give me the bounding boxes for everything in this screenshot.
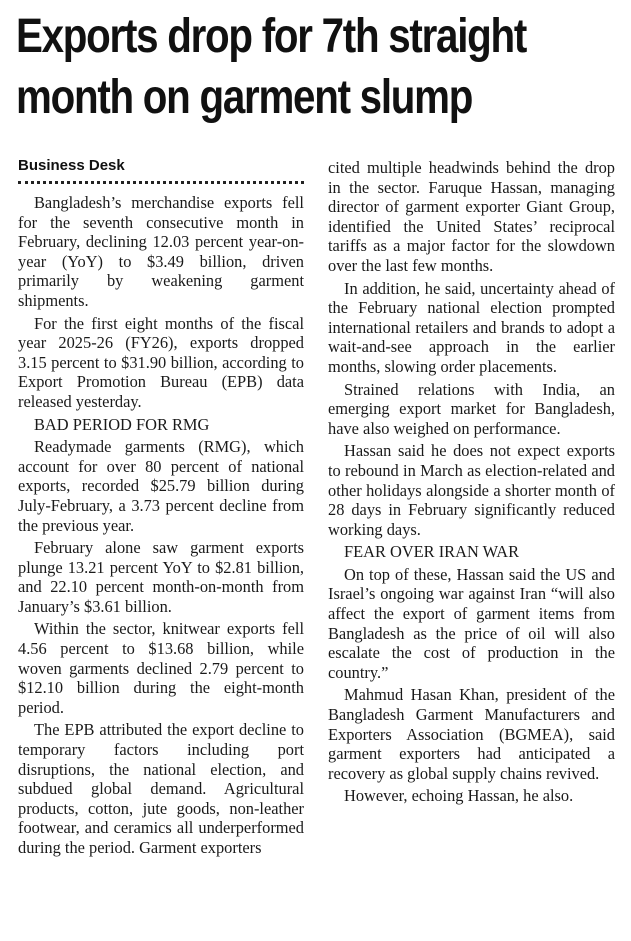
subheading: BAD PERIOD FOR RMG — [34, 414, 210, 434]
headline-line-2: month on garment slump — [16, 71, 473, 124]
paragraph: However, echoing Hassan, he also. — [344, 786, 574, 806]
headline — [16, 6, 616, 128]
paragraph: Strained relations with India, an emerging export market for Bangladesh, have also weighed on performance. — [328, 379, 615, 438]
paragraph-continued: cited multiple headwinds behind the drop in the sector. Faruque Hassan, managing director of garment exporter Giant Group, identified the United States’ reciprocal tariffs as a major factor for the slowdown over the last few months. — [328, 158, 615, 275]
paragraph: Hassan said he does not expect exports to rebound in March as election-related and other holidays alongside a shorter month of 28 days in February significantly reduced working days. — [328, 441, 615, 539]
paragraph: In addition, he said, uncertainty ahead of the February national election prompted international retailers and brands to adopt a wait-and-see approach in the earlier months, slowing order placements. — [328, 278, 615, 376]
byline-divider — [18, 181, 304, 184]
paragraph: February alone saw garment exports plunge 13.21 percent YoY to $2.81 billion, and 22.10 percent month-on-month from January’s $3.61 billion. — [18, 538, 304, 616]
headline-line-1: Exports drop for 7th straight — [16, 10, 527, 63]
paragraph: On top of these, Hassan said the US and Israel’s ongoing war against Iran “will also affect the export of garment items from Bangladesh as the price of oil will also escalate the cost of production in the country.” — [328, 564, 615, 682]
article-column-right — [328, 158, 615, 809]
subheading: FEAR OVER IRAN WAR — [344, 542, 519, 562]
paragraph: Mahmud Hasan Khan, president of the Bangladesh Garment Manufacturers and Exporters Association (BGMEA), said garment exporters had anticipated a recovery as global supply chains revived. — [328, 685, 615, 783]
paragraph: For the first eight months of the fiscal year 2025-26 (FY26), exports dropped 3.15 percent to $31.90 billion, according to Export Promotion Bureau (EPB) data released yesterday. — [18, 313, 304, 411]
paragraph: The EPB attributed the export decline to temporary factors including port disruptions, the national election, and subdued global demand. Agricultural products, cotton, jute goods, non-leather footwear, and ceramics all underperformed during the period. Garment exporters — [18, 720, 304, 857]
paragraph: Readymade garments (RMG), which account for over 80 percent of national exports, recorded $25.79 billion during July-February, a 3.73 percent decline from the previous year. — [18, 437, 304, 535]
article-column-left — [18, 193, 304, 861]
byline: Business Desk — [18, 157, 125, 174]
paragraph: Within the sector, knitwear exports fell 4.56 percent to $13.68 billion, while woven garments declined 2.79 percent to $12.10 billion during the eight-month period. — [18, 619, 304, 717]
paragraph: Bangladesh’s merchandise exports fell for the seventh consecutive month in February, declining 12.03 percent year-on-year (YoY) to $3.49 billion, driven primarily by weakening garment shipments. — [18, 193, 304, 310]
